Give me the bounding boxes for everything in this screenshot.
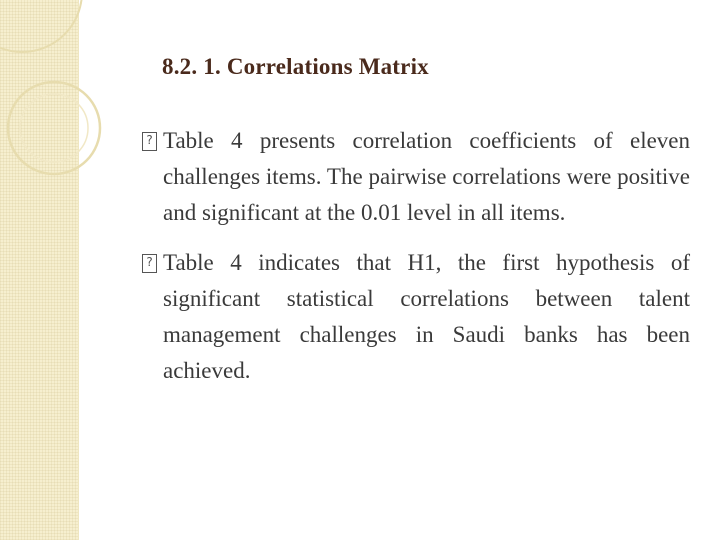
missing-glyph-bullet-icon: ? [142, 254, 157, 273]
missing-glyph-bullet-icon: ? [142, 132, 157, 151]
bullet-text: Table 4 presents correlation coefficients of eleven challenges items. The pairwise correlations were positive and significant at the 0.01 level in all items. [163, 128, 690, 225]
slide-title: 8.2. 1. Correlations Matrix [162, 54, 429, 79]
bullet-text: Table 4 indicates that H1, the first hypothesis of significant statistical correlations between talent management challenges in Saudi banks has been achieved. [163, 250, 690, 383]
bullet-item [142, 245, 690, 389]
decorative-side-band [0, 0, 79, 540]
bullet-list [142, 123, 690, 403]
bullet-item [142, 123, 690, 231]
